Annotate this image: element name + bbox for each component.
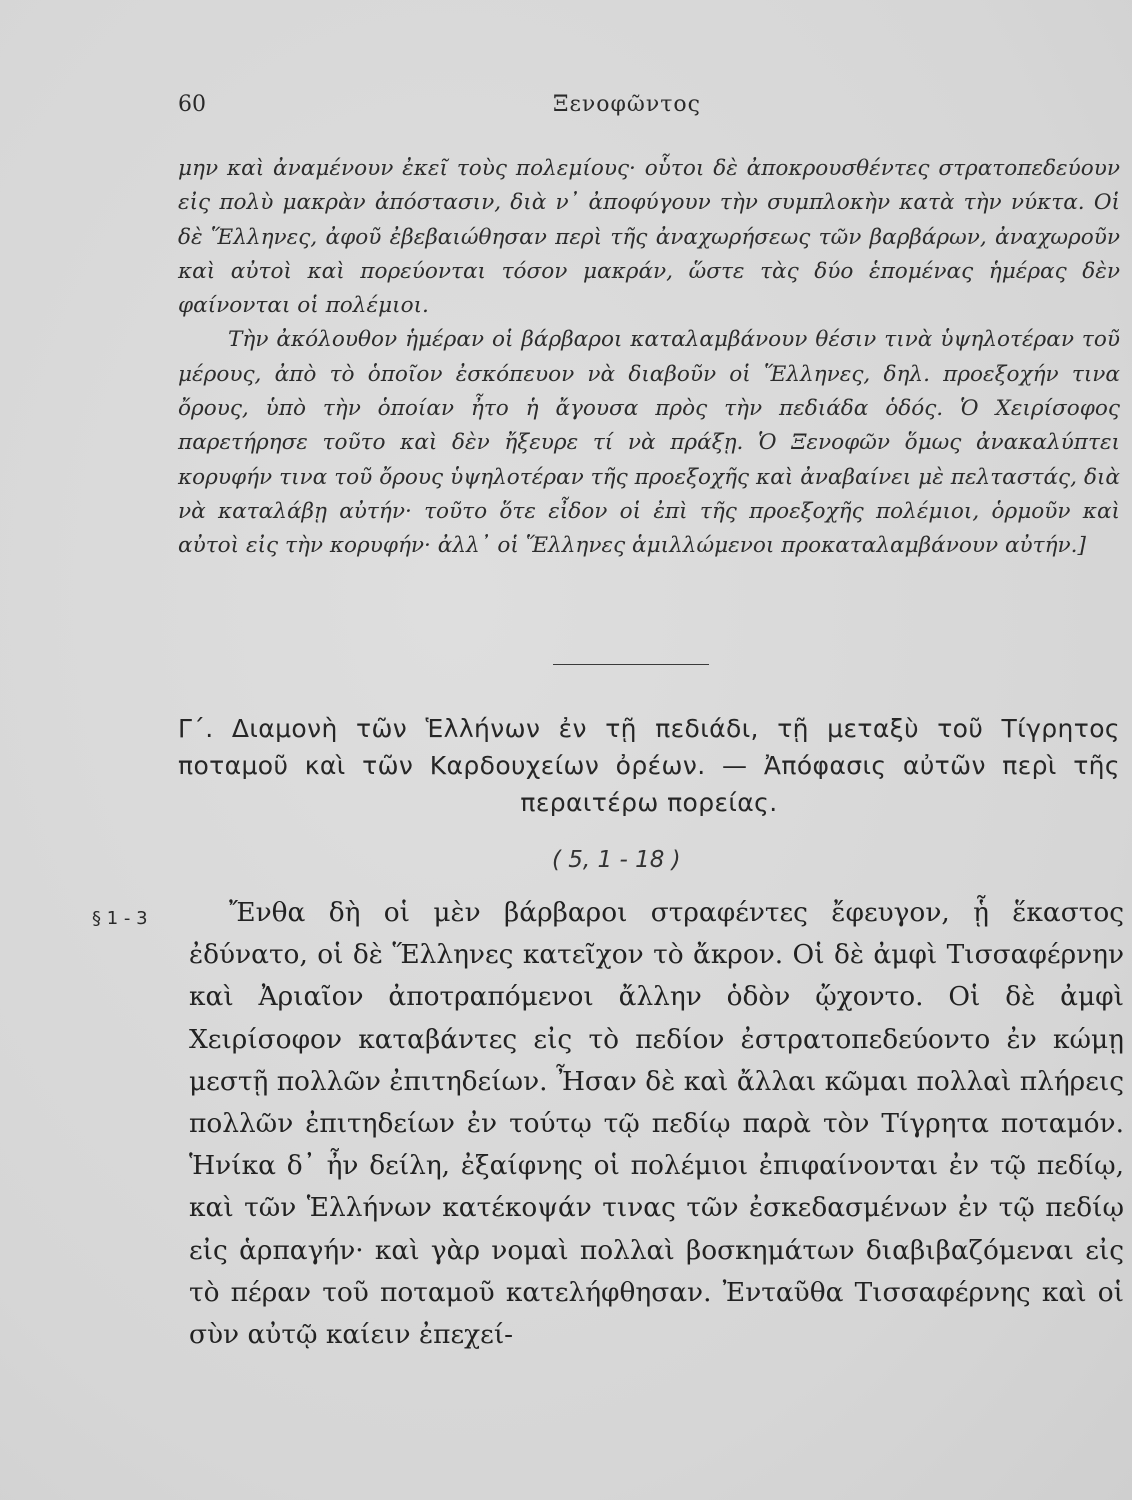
italic-paragraph-2: Τὴν ἀκόλουθον ἡμέραν οἱ βάρβαροι καταλαμβάνουν θέσιν τινὰ ὑψηλοτέραν τοῦ μέρους, ἀπὸ τὸ ὁποῖον ἐσκόπευον νὰ διαβοῦν οἱ Ἕλληνες, δηλ. προεξοχήν τινα ὄρους, ὑπὸ τὴν ὁποίαν ἦτο ἡ ἄγουσα πρὸς τὴν πεδιάδα ὁδός. Ὁ Χειρίσοφος παρετήρησε τοῦτο καὶ δὲν ἤξευρε τί νὰ πράξῃ. Ὁ Ξενοφῶν ὅμως ἀνακαλύπτει κορυφήν τινα τοῦ ὄρους ὑψηλοτέραν τῆς προεξοχῆς καὶ ἀναβαίνει μὲ πελταστάς, διὰ νὰ καταλάβῃ αὐτήν· τοῦτο ὅτε εἶδον οἱ ἐπὶ τῆς προεξοχῆς πολέμιοι, ὁρμοῦν καὶ αὐτοὶ εἰς τὴν κορυφήν· ἀλλ᾽ οἱ Ἕλληνες ἁμιλλώμενοι προκαταλαμβάνουν αὐτήν.] xyxy=(178,327,1120,559)
body-paragraph: Ἔνθα δὴ οἱ μὲν βάρβαροι στραφέντες ἔφευγον, ᾗ ἕκαστος ἐδύνατο, οἱ δὲ Ἕλληνες κατεῖχον τὸ ἄκρον. Οἱ δὲ ἀμφὶ Τισσαφέρνην καὶ Ἀριαῖον ἀποτραπόμενοι ἄλλην ὁδὸν ᾤχοντο. Οἱ δὲ ἀμφὶ Χειρίσοφον καταβάντες εἰς τὸ πεδίον ἐστρατοπεδεύοντο ἐν κώμῃ μεστῇ πολλῶν ἐπιτηδείων. Ἦσαν δὲ καὶ ἄλλαι κῶμαι πολλαὶ πλήρεις πολλῶν ἐπιτηδείων ἐν τούτῳ τῷ πεδίῳ παρὰ τὸν Τίγρητα ποταμόν. Ἡνίκα δ᾽ ἦν δείλη, ἐξαίφνης οἱ πολέμιοι ἐπιφαίνονται ἐν τῷ πεδίῳ, καὶ τῶν Ἑλλήνων κατέκοψάν τινας τῶν ἐσκεδασμένων ἐν τῷ πεδίῳ εἰς ἁρπαγήν· καὶ γὰρ νομαὶ πολλαὶ βοσκημάτων διαβιβαζόμεναι εἰς τὸ πέραν τοῦ ποταμοῦ κατελήφθησαν. Ἐνταῦθα Τισσαφέρνης καὶ οἱ σὺν αὐτῷ καίειν ἐπεχεί- xyxy=(189,897,1124,1351)
italic-summary xyxy=(178,152,1120,564)
section-divider xyxy=(553,664,709,665)
section-heading: Γ΄. Διαμονὴ τῶν Ἑλλήνων ἐν τῇ πεδιάδι, τῇ μεταξὺ τοῦ Τίγρητος ποταμοῦ καὶ τῶν Καρδουχείων ὀρέων. — Ἀπόφασις αὐτῶν περὶ τῆς περαιτέρω πορείας. xyxy=(178,714,1120,817)
page-header xyxy=(178,92,1118,128)
margin-note: § 1 - 3 xyxy=(92,908,148,929)
running-head: Ξενοφῶντος xyxy=(553,92,701,117)
greek-body-text xyxy=(189,892,1124,1356)
page-number: 60 xyxy=(178,92,206,117)
section-reference: ( 5, 1 - 18 ) xyxy=(552,847,681,873)
italic-paragraph-1: μην καὶ ἀναμένουν ἐκεῖ τοὺς πολεμίους· οὗτοι δὲ ἀποκρουσθέντες στρατοπεδεύουν εἰς πολὺ μακρὰν ἀπόστασιν, διὰ ν᾽ ἀποφύγουν τὴν συμπλοκὴν κατὰ τὴν νύκτα. Οἱ δὲ Ἕλληνες, ἀφοῦ ἐβεβαιώθησαν περὶ τῆς ἀναχωρήσεως τῶν βαρβάρων, ἀναχωροῦν καὶ αὐτοὶ καὶ πορεύονται τόσον μακράν, ὥστε τὰς δύο ἑπομένας ἡμέρας δὲν φαίνονται οἱ πολέμιοι. xyxy=(178,156,1120,319)
